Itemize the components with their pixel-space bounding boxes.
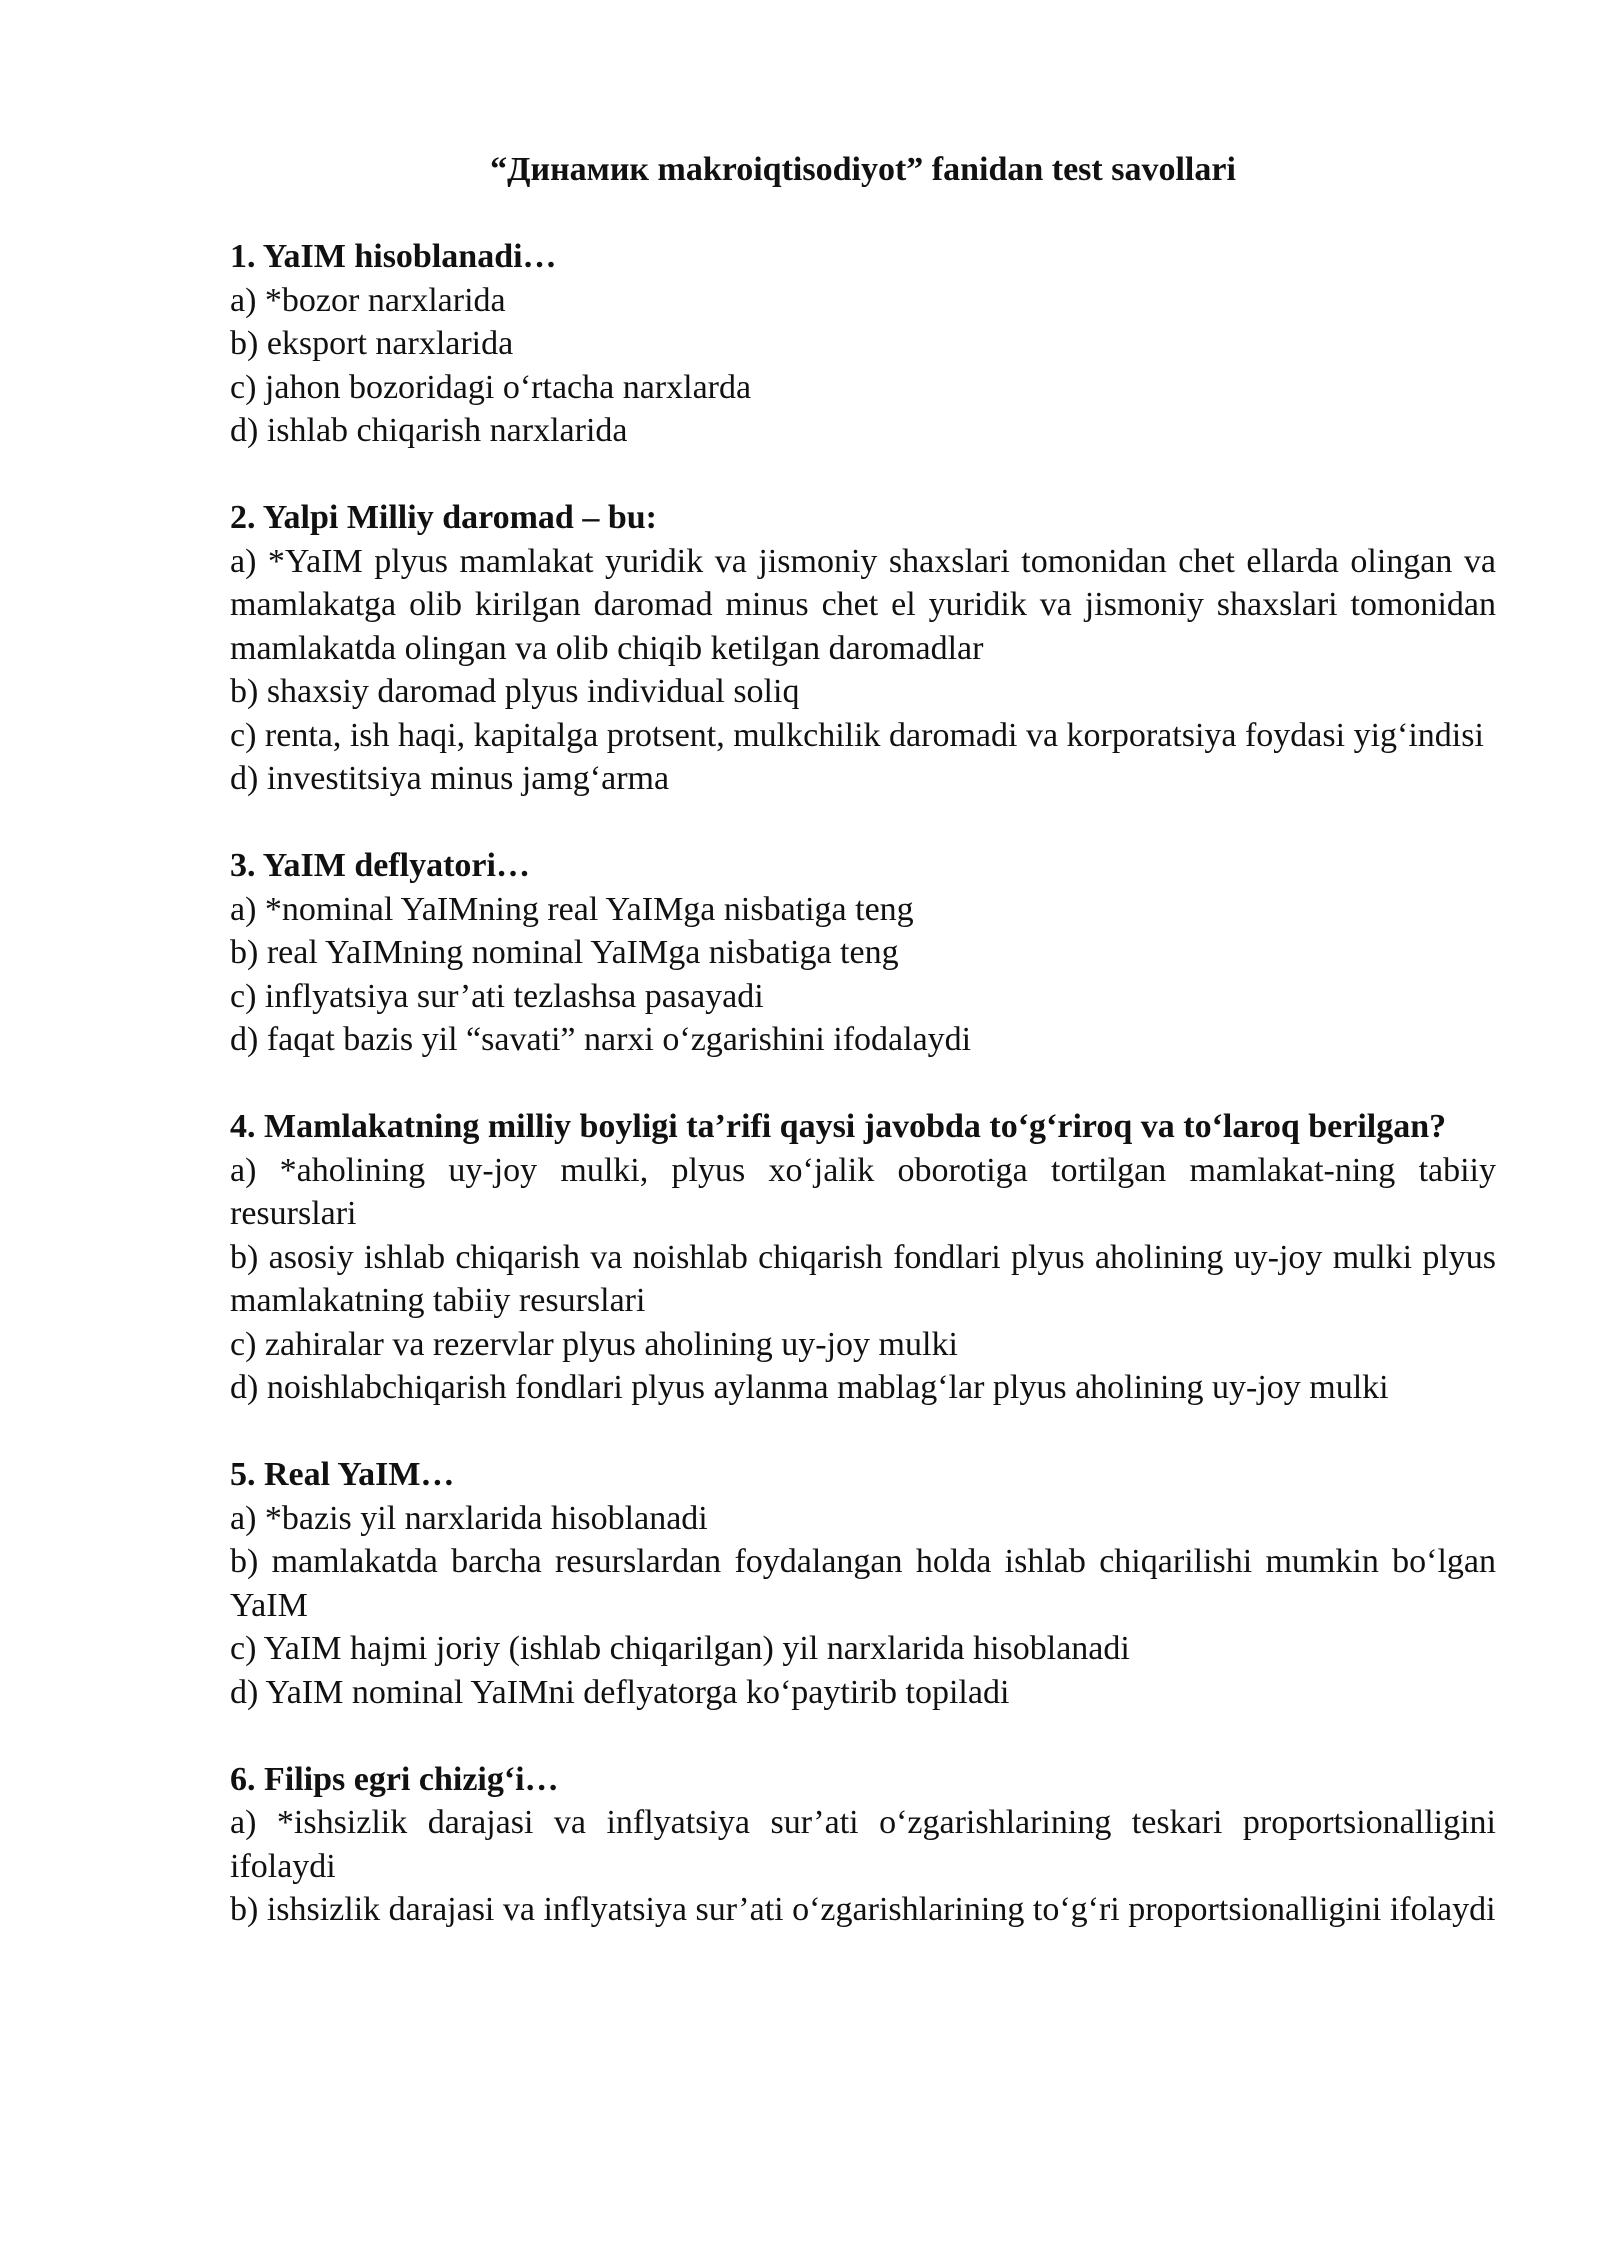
option-c: c) YaIM hajmi joriy (ishlab chiqarilgan) yil narxlarida hisoblanadi <box>230 1630 1130 1667</box>
option-b: b) ishsizlik darajasi va inflyatsiya sur’ati o‘zgarishlarining to‘g‘ri proportsionalligini ifolaydi <box>230 1891 1496 1928</box>
question-1 <box>230 235 1496 453</box>
option-a: a) *aholining uy-joy mulki, plyus xo‘jalik oborotiga tortilgan mamlakat-ning tabiiy resurslari <box>230 1151 1496 1232</box>
option-c: c) jahon bozoridagi o‘rtacha narxlarda <box>230 368 752 406</box>
question-text: 5. Real YaIM… <box>230 1456 455 1493</box>
option-d: d) ishlab chiqarish narxlarida <box>230 412 628 449</box>
option-b: b) shaxsiy daromad plyus individual soliq <box>230 673 800 710</box>
question-text: 4. Mamlakatning milliy boyligi ta’rifi qaysi javobda to‘g‘riroq va to‘laroq berilgan? <box>230 1108 1447 1145</box>
question-4 <box>230 1105 1496 1410</box>
option-d: d) noishlabchiqarish fondlari plyus aylanma mablag‘lar plyus aholining uy-joy mulki <box>230 1369 1389 1406</box>
option-a: a) *YaIM plyus mamlakat yuridik va jismoniy shaxslari tomonidan chet ellarda olingan va mamlakatga olib kirilgan daromad minus chet el yuridik va jismoniy shaxslari tomonidan mamlakatda olingan va olib chiqib ketilgan daromadlar <box>230 542 1496 667</box>
option-a: a) *bazis yil narxlarida hisoblanadi <box>230 1499 708 1537</box>
question-3 <box>230 844 1496 1062</box>
option-c: c) inflyatsiya sur’ati tezlashsa pasayadi <box>230 977 764 1015</box>
option-c: c) zahiralar va rezervlar plyus aholining uy-joy mulki <box>230 1325 958 1363</box>
question-2 <box>230 496 1496 801</box>
option-b: b) eksport narxlarida <box>230 325 514 362</box>
option-d: d) faqat bazis yil “savati” narxi o‘zgarishini ifodalaydi <box>230 1021 972 1058</box>
document-title: “Динамик makroiqtisodiyot” fanidan test savollari <box>490 151 1236 188</box>
question-5 <box>230 1453 1496 1714</box>
option-d: d) YaIM nominal YaIMni deflyatorga ko‘paytirib topiladi <box>230 1673 1010 1711</box>
option-a: a) *ishsizlik darajasi va inflyatsiya sur’ati o‘zgarishlarining teskari proportsionalligini ifolaydi <box>230 1804 1496 1885</box>
option-d: d) investitsiya minus jamg‘arma <box>230 760 670 797</box>
option-b: b) mamlakatda barcha resurslardan foydalangan holda ishlab chiqarilishi mumkin bo‘lgan YaIM <box>230 1543 1496 1624</box>
option-b: b) real YaIMning nominal YaIMga nisbatiga teng <box>230 934 899 971</box>
question-6 <box>230 1758 1496 1932</box>
question-text: 6. Filips egri chizig‘i… <box>230 1760 559 1798</box>
question-text: 2. Yalpi Milliy daromad – bu: <box>230 499 657 536</box>
option-c: c) renta, ish haqi, kapitalga protsent, mulkchilik daromadi va korporatsiya foydasi yig‘indisi <box>230 716 1484 754</box>
document-page <box>230 148 1496 1975</box>
question-text: 1. YaIM hisoblanadi… <box>230 238 557 275</box>
option-a: a) *bozor narxlarida <box>230 281 506 319</box>
option-a: a) *nominal YaIMning real YaIMga nisbatiga teng <box>230 890 914 928</box>
option-b: b) asosiy ishlab chiqarish va noishlab chiqarish fondlari plyus aholining uy-joy mulki plyus mamlakatning tabiiy resurslari <box>230 1238 1496 1319</box>
question-text: 3. YaIM deflyatori… <box>230 847 530 884</box>
